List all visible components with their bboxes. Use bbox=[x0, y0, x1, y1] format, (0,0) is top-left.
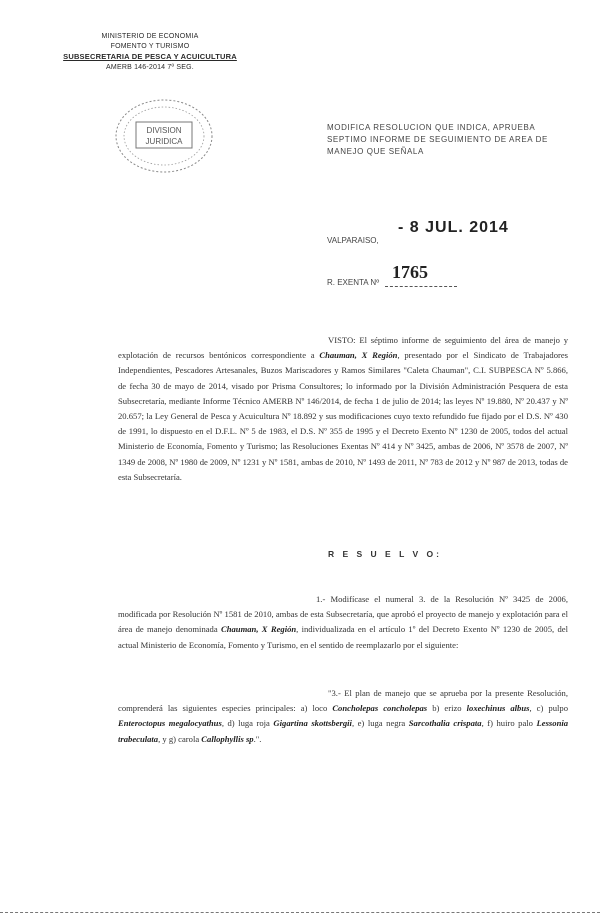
place-label: VALPARAISO, bbox=[327, 236, 379, 245]
item-3-paragraph: "3.- El plan de manejo que se aprueba por la presente Resolución, comprenderá las siguientes especies principales: a) loco Concholepas concholepas b) erizo loxechinus albus, c) pulpo Enteroctopus megalocyathus, d) luga roja Gigartina skottsbergii, e) luga negra Sarcothalia crispata, f) huiro palo Lessonia trabeculata, y g) carola Callophyllis sp.". bbox=[118, 688, 569, 744]
resuelvo-heading: R E S U E L V O: bbox=[328, 549, 442, 559]
resolution-number-line bbox=[385, 286, 457, 287]
species-2: loxechinus albus bbox=[466, 703, 530, 714]
species-3: Enteroctopus megalocyathus bbox=[118, 718, 222, 729]
area-name-item1: Chauman, X Región bbox=[220, 624, 297, 635]
stamp-line2: JURIDICA bbox=[145, 137, 183, 146]
reference-code: AMERB 146-2014 7º SEG. bbox=[106, 64, 194, 71]
resolution-number: 1765 bbox=[392, 262, 428, 282]
subsecretariat-name: SUBSECRETARIA DE PESCA Y ACUICULTURA bbox=[63, 52, 237, 61]
ministry-subtitle: FOMENTO Y TURISMO bbox=[110, 43, 190, 50]
page-bottom-rule bbox=[0, 912, 600, 913]
division-juridica-stamp bbox=[112, 96, 216, 176]
species-5: Sarcothalia crispata bbox=[408, 718, 482, 729]
resolution-subject: MODIFICA RESOLUCION QUE INDICA, APRUEBA SEPTIMO INFORME DE SEGUIMIENTO DE AREA DE MANEJO QUE SEÑALA bbox=[327, 123, 548, 156]
visto-paragraph: VISTO: El séptimo informe de seguimiento del área de manejo y explotación de recursos bentónicos correspondiente a Chauman, X Región, presentado por el Sindicato de Trabajadores Independientes, Pescadores Artesanales, Buzos Mariscadores y Ramos Similares "Caleta Chauman", C.I. SUBPESCA Nº 5.866, de fecha 30 de mayo de 2014, visado por Prisma Consultores; lo informado por la División Administración Pesquera de esta Subsecretaría, mediante Informe Técnico AMERB Nº 146/2014, de fecha 1 de julio de 2014; las leyes Nº 19.880, Nº 20.437 y Nº 20.657; la Ley General de Pesca y Acuicultura Nº 18.892 y sus modificaciones cuyo texto refundido fue fijado por el D.S. Nº 430 de 1991, lo dispuesto en el D.F.L. Nº 5 de 1983, el D.S. Nº 355 de 1995 y el Decreto Exento Nº 1230 de 2005, todos del actual Ministerio de Economía, Fomento y Turismo; las Resoluciones Exentas Nº 414 y Nº 3425, ambas de 2006, Nº 3578 de 2007, Nº 1349 de 2008, Nº 1980 de 2009, Nº 1231 y Nº 1581, ambas de 2010, Nº 1493 de 2011, Nº 783 de 2012 y Nº 987 de 2013, todas de esta Subsecretaría. bbox=[118, 335, 569, 482]
area-name: Chauman, X Región bbox=[319, 350, 398, 361]
species-7: Callophyllis sp bbox=[201, 733, 254, 744]
species-4: Gigartina skottsbergii bbox=[273, 718, 352, 729]
species-1: Concholepas concholepas bbox=[332, 703, 428, 714]
visto-lead: VISTO: bbox=[328, 335, 356, 345]
item-1-paragraph: 1.- Modifícase el numeral 3. de la Resolución Nº 3425 de 2006, modificada por Resolución Nº 1581 de 2010, ambas de esta Subsecretaría, que aprobó el proyecto de manejo y explotación para el área de manejo denominada Chauman, X Región, individualizada en el artículo 1º del Decreto Exento Nº 1230 de 2005, del actual Ministerio de Economía, Fomento y Turismo, en el sentido de reemplazarlo por el siguiente: bbox=[118, 594, 568, 650]
stamp-line1: DIVISION bbox=[146, 126, 182, 135]
resolution-date: - 8 JUL. 2014 bbox=[398, 219, 509, 236]
resolution-number-label: R. EXENTA Nº bbox=[327, 278, 380, 287]
species-6: Lessonia trabeculata bbox=[118, 718, 569, 744]
ministry-name: MINISTERIO DE ECONOMIA bbox=[101, 33, 199, 40]
